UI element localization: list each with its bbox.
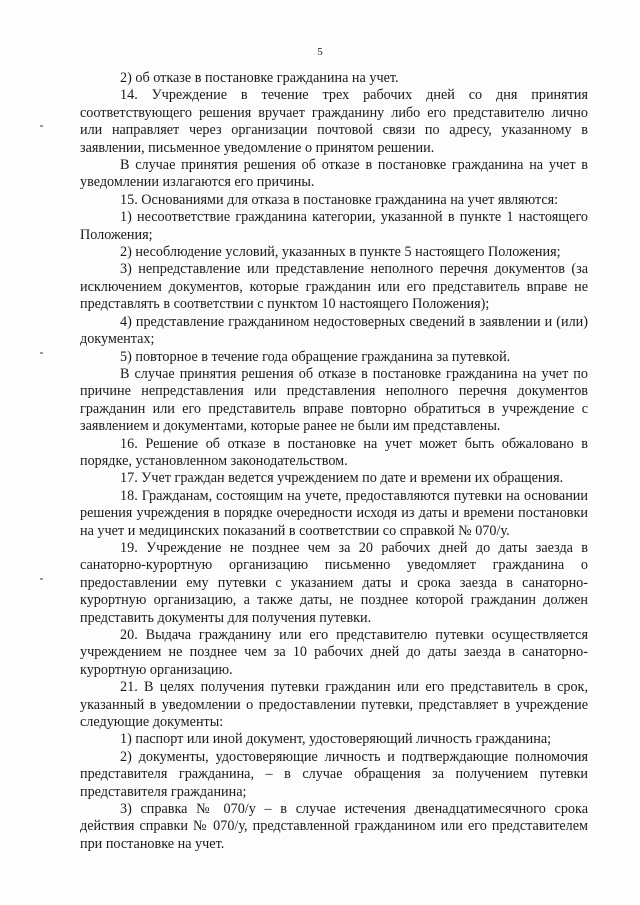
paragraph-9: 5) повторное в течение года обращение гражданина за путевкой. — [120, 348, 511, 365]
paragraph-14: 19. Учреждение не позднее чем за 20 рабочих дней до даты заезда в санаторно-курортную организацию письменно уведомляет гражданина о предоставлении ему путевки с указанием даты и срока заезда в санаторно-курортную организацию, а также даты, не позднее которой гражданин должен представить документы для получения путевки. — [80, 539, 588, 626]
paragraph-2: 14. Учреждение в течение трех рабочих дней со дня принятия соответствующего решения вручает гражданину либо его представителю лично или направляет через организации почтовой связи по адресу, указанному в заявлении, письменное уведомление о принятом решении. — [80, 87, 588, 156]
paragraph-1: 2) об отказе в постановке гражданина на учет. — [120, 70, 399, 86]
paragraph-7: 3) непредставление или представление неполного перечня документов (за исключением документов, которые гражданин или его представитель вправе не представлять в соответствии с пунктом 10 настоящего Положения); — [80, 261, 588, 313]
paragraph-18: 2) документы, удостоверяющие личность и подтверждающие полномочия представителя гражданина, – в случае обращения за получением путевки представителя гражданина; — [80, 748, 588, 800]
paragraph-4: 15. Основаниями для отказа в постановке гражданина на учет являются: — [120, 191, 559, 208]
paragraph-8: 4) представление гражданином недостоверных сведений в заявлении и (или) документах; — [80, 313, 588, 348]
paragraph-5: 1) несоответствие гражданина категории, указанной в пункте 1 настоящего Положения; — [80, 209, 588, 243]
document-body — [80, 70, 588, 853]
paragraph-19: 3) справка № 070/у – в случае истечения двенадцатимесячного срока действия справки № 070/у, представленной гражданином или его представителем при постановке на учет. — [80, 801, 588, 852]
scan-speck-1 — [40, 125, 43, 127]
page-number: 5 — [317, 46, 323, 58]
paragraph-6: 2) несоблюдение условий, указанных в пункте 5 настоящего Положения; — [120, 244, 561, 261]
paragraph-16: 21. В целях получения путевки гражданин или его представитель в срок, указанный в уведомлении о предоставлении путевки, представляет в учреждение следующие документы: — [80, 679, 588, 731]
scan-speck-3 — [40, 578, 43, 580]
paragraph-10: В случае принятия решения об отказе в постановке гражданина на учет по причине непредставления или представления неполного перечня документов гражданин или его представитель вправе повторно обратиться в учреждение с заявлением и документами, которые ранее не были им представлены. — [80, 365, 588, 435]
scan-speck-2 — [40, 352, 43, 354]
paragraph-13: 18. Гражданам, состоящим на учете, предоставляются путевки на основании решения учреждения в порядке очередности исходя из даты и времени постановки на учет и медицинских показаний в соответствии со справкой № 070/у. — [80, 487, 588, 539]
paragraph-3: В случае принятия решения об отказе в постановке гражданина на учет в уведомлении излагаются его причины. — [80, 157, 588, 191]
paragraph-17: 1) паспорт или иной документ, удостоверяющий личность гражданина; — [120, 731, 552, 748]
paragraph-15: 20. Выдача гражданину или его представителю путевки осуществляется учреждением не позднее чем за 10 рабочих дней до даты заезда в санаторно-курортную организацию. — [80, 627, 588, 678]
paragraph-11: 16. Решение об отказе в постановке на учет может быть обжаловано в порядке, установленном законодательством. — [80, 435, 588, 469]
paragraph-12: 17. Учет граждан ведется учреждением по дате и времени их обращения. — [120, 470, 564, 487]
